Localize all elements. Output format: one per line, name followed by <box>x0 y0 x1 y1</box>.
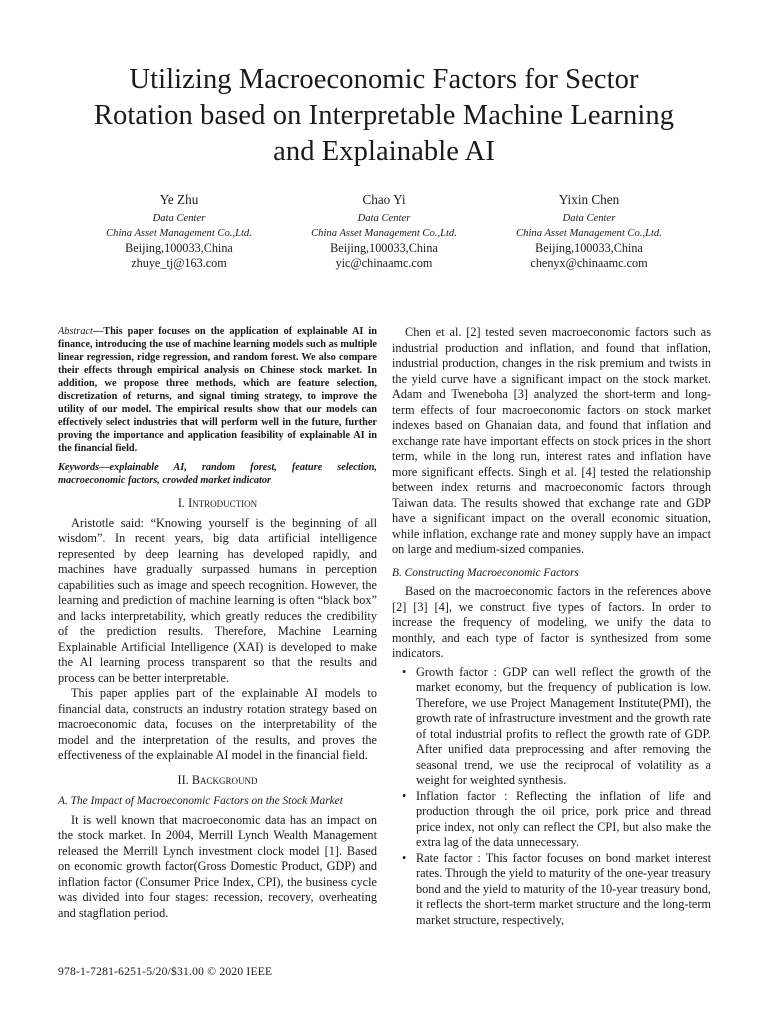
list-item-text: Growth factor : GDP can well reflect the growth of the market economy, but the frequency of publication is low. Therefore, we use Project Management Institute(PMI), the growth rate of infrastructure investment and the growth rate of total industrial profits to reflect the growth rate of GDP. After unified data preprocessing and after removing the seasonal trend, we use the reciprocal of volatility as a weight for weighted synthesis. <box>416 664 711 787</box>
left-column <box>58 325 377 921</box>
bullet-icon: • <box>402 850 407 865</box>
title-line: Utilizing Macroeconomic Factors for Sector <box>129 64 639 95</box>
keywords: Keywords—explainable AI, random forest, feature selection, macroeconomic factors, crowded market indicator <box>58 462 377 486</box>
paper-title <box>0 62 768 170</box>
author-card <box>474 191 704 271</box>
paragraph: This paper applies part of the explainable AI models to financial data, constructs an industry rotation strategy based on macroeconomic data, focuses on the interpretability of the model and the interpretation of the results, and proves the effectiveness of the explainable AI model in the financial field. <box>58 686 377 762</box>
author-org: China Asset Management Co.,Ltd. <box>516 228 662 239</box>
abstract-label: Abstract <box>58 326 93 337</box>
bullet-icon: • <box>402 664 407 679</box>
author-org: China Asset Management Co.,Ltd. <box>311 228 457 239</box>
author-name: Chao Yi <box>362 192 406 207</box>
list-item <box>392 665 711 789</box>
section-number: II. <box>177 772 189 787</box>
author-dept: Data Center <box>562 213 616 224</box>
list-item-text: Inflation factor : Reflecting the inflation of life and production through the oil price, pork price and thread price index, not only can reflect the CPI, but also make the extra lag of the data unnecessary. <box>416 788 711 849</box>
right-column <box>392 325 711 928</box>
copyright-footer: 978-1-7281-6251-5/20/$31.00 © 2020 IEEE <box>58 965 273 978</box>
section-heading <box>58 496 377 512</box>
paragraph: Based on the macroeconomic factors in the references above [2] [3] [4], we construct five types of factors. In order to increase the frequency of modeling, we unify the data to monthly, and each type of factor is synthesized from some indicators. <box>392 584 711 660</box>
author-name: Ye Zhu <box>159 192 199 207</box>
title-line: and Explainable AI <box>273 136 495 167</box>
author-email[interactable]: chenyx@chinaamc.com <box>530 256 648 270</box>
paragraph: Chen et al. [2] tested seven macroeconomic factors such as industrial production and inflation, and found that inflation, industrial production, changes in the risk premium and twists in the yield curve have a significant impact on the stock market. Adam and Tweneboha [3] analyzed the short-term and long-term effects of four macroeconomic factors on stock market indexes based on Ghanaian data, and found that inflation and exchange rate have important effects on stock prices in the short term, while in the long run, interest rates and inflation have more significant effects. Singh et al. [4] tested the relationship between index returns and macroeconomic factors through Taiwan data. The results showed that exchange rate and GDP have a significant impact on the overall economic situation, while inflation, exchange rate and money supply have an impact on large and medium-sized companies. <box>392 325 711 556</box>
author-card <box>64 191 294 271</box>
author-card <box>269 191 499 271</box>
bullet-icon: • <box>402 788 407 803</box>
author-city: Beijing,100033,China <box>125 241 233 255</box>
abstract <box>58 325 377 455</box>
section-title: Background <box>191 772 258 787</box>
author-email[interactable]: yic@chinaamc.com <box>335 256 433 270</box>
section-heading <box>58 773 377 789</box>
abstract-text: —This paper focuses on the application of explainable AI in finance, introducing the use of machine learning models such as multiple linear regression, ridge regression, and random forest. We also compare their effects through empirical analysis on Chinese stock market. In addition, we propose three methods, which are feature selection, discretization of returns, and signal timing strategy, to improve the utility of our model. The empirical results show that our models can effectively select industries that will perform well in the future, further proving the importance and application feasibility of explainable AI in the financial field. <box>58 326 377 454</box>
list-item <box>392 851 711 929</box>
list-item-text: Rate factor : This factor focuses on bond market interest rates. Through the yield to maturity of the one-year treasury bond and the yield to maturity of the 10-year treasury bond, it reflects the short-term market structure and the long-term market structure, respectively, <box>416 850 711 927</box>
author-email[interactable]: zhuye_tj@163.com <box>131 256 227 270</box>
author-org: China Asset Management Co.,Ltd. <box>106 228 252 239</box>
paragraph: Aristotle said: “Knowing yourself is the beginning of all wisdom”. In recent years, big data artificial intelligence represented by deep learning has developed rapidly, and machines have gradually surpassed humans in perception capabilities such as image and speech recognition. However, the learning and prediction of machine learning is often “black box” and lacks interpretability, which greatly reduces the credibility of the prediction results. Therefore, Machine Learning Explainable Artificial Intelligence (XAI) is developed to make the AI learning process transparent so that the results and process can be better interpretable. <box>58 515 377 685</box>
author-name: Yixin Chen <box>558 192 620 207</box>
author-dept: Data Center <box>152 213 206 224</box>
factor-list <box>392 665 711 929</box>
title-line: Rotation based on Interpretable Machine Learning <box>93 100 675 131</box>
list-item <box>392 789 711 851</box>
author-dept: Data Center <box>357 213 411 224</box>
author-block <box>0 191 768 281</box>
section-number: I. <box>177 496 185 510</box>
author-city: Beijing,100033,China <box>535 241 643 255</box>
author-city: Beijing,100033,China <box>330 241 438 255</box>
paragraph: It is well known that macroeconomic data has an impact on the stock market. In 2004, Merrill Lynch Wealth Management released the Merrill Lynch investment clock model [1]. Based on economic growth factor(Gross Domestic Product, GDP) and inflation factor (Consumer Price Index, CPI), the business cycle was divided into four stages: recession, recovery, overheating and stagflation period. <box>58 812 377 920</box>
section-title: Introduction <box>188 496 258 510</box>
subsection-heading: B. Constructing Macroeconomic Factors <box>392 566 579 579</box>
subsection-heading: A. The Impact of Macroeconomic Factors on the Stock Market <box>58 795 343 807</box>
